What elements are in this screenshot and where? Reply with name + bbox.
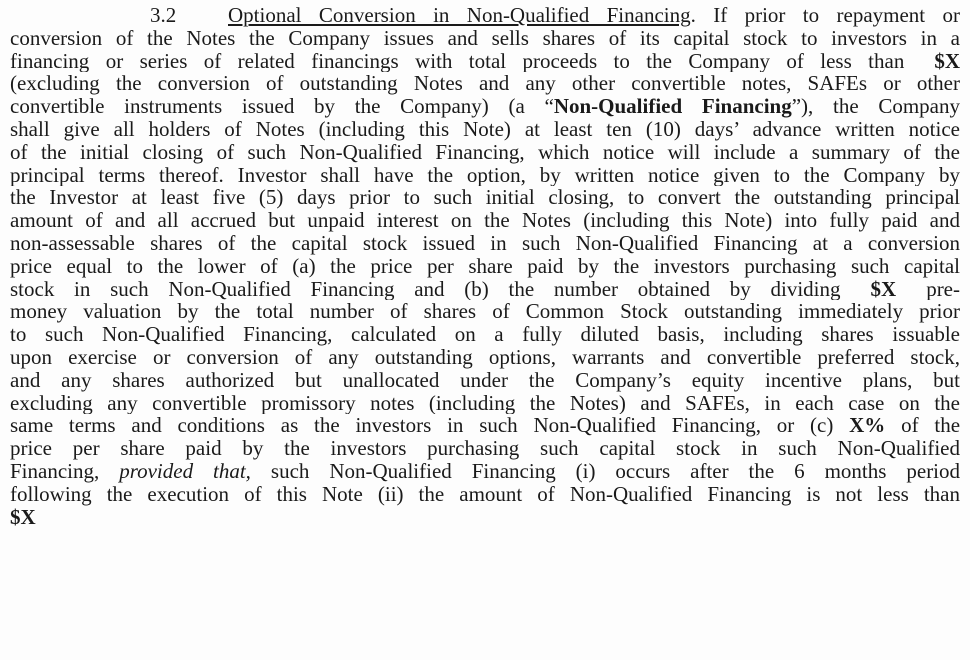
line-text: shall give all holders of Notes (including this Note) at least ten (10) days’ advance written notice (10, 117, 960, 141)
percent-placeholder: X% (849, 414, 886, 438)
line-text: convertible instruments issued by the Company) (a “ (10, 95, 554, 118)
paragraph-line-11 (10, 232, 960, 255)
line-text: money valuation by the total number of shares of Common Stock outstanding immediately prior (10, 300, 960, 324)
paragraph-line-16 (10, 346, 960, 369)
paragraph-line-12 (10, 255, 960, 278)
line-text: pre- (926, 277, 960, 301)
paragraph-line-20 (10, 437, 960, 460)
line-text: following the execution of this Note (ii) the amount of Non-Qualified Financing is not less than (10, 482, 960, 506)
paragraph-line-22 (10, 483, 960, 506)
paragraph-line-19 (10, 414, 960, 437)
section-heading: Optional Conversion in Non-Qualified Financing (228, 4, 691, 27)
line-text: non-assessable shares of the capital stock issued in such Non-Qualified Financing at a conversion (10, 231, 960, 255)
paragraph-line-23 (10, 506, 960, 529)
paragraph-line-1 (10, 4, 960, 27)
paragraph-line-2 (10, 27, 960, 50)
line-text: same terms and conditions as the investors in such Non-Qualified Financing, or (c) (10, 414, 834, 438)
paragraph-line-13 (10, 278, 960, 301)
line-text: and any shares authorized but unallocated under the Company’s equity incentive plans, but (10, 368, 960, 392)
line-text: amount of and all accrued but unpaid interest on the Notes (including this Note) into fully paid and (10, 209, 960, 232)
line-text: stock in such Non-Qualified Financing and (b) the number obtained by dividing (10, 277, 841, 301)
paragraph-line-6 (10, 118, 960, 141)
line-text: Financing, (10, 459, 100, 483)
line-text: conversion of the Notes the Company issues and sells shares of its capital stock to investors in a (10, 26, 960, 50)
line-text: financing or series of related financings with total proceeds to the Company of less than (10, 49, 905, 73)
paragraph-line-5 (10, 95, 960, 118)
proviso-text: provided that, (119, 459, 251, 483)
paragraph-line-21 (10, 460, 960, 483)
line-text: price equal to the lower of (a) the price per share paid by the investors purchasing such capital (10, 254, 960, 278)
paragraph-line-3 (10, 50, 960, 73)
valuation-placeholder: $X (870, 277, 897, 301)
line-text: . If prior to repayment or (690, 4, 960, 27)
amount-placeholder: $X (934, 49, 960, 73)
line-text: of the (901, 414, 960, 438)
line-text: principal terms thereof. Investor shall have the option, by written notice given to the Company by (10, 163, 960, 187)
paragraph-line-18 (10, 392, 960, 415)
line-text: such Non-Qualified Financing (i) occurs after the 6 months period (270, 459, 960, 483)
section-number: 3.2 (150, 4, 177, 27)
line-text: upon exercise or conversion of any outstanding options, warrants and convertible preferred stock, (10, 345, 960, 369)
line-text: price per share paid by the investors purchasing such capital stock in such Non-Qualified (10, 437, 960, 460)
defined-term: Non-Qualified Financing (553, 95, 792, 118)
paragraph-line-7 (10, 141, 960, 164)
paragraph-line-15 (10, 323, 960, 346)
paragraph-line-9 (10, 186, 960, 209)
line-text: to such Non-Qualified Financing, calculated on a fully diluted basis, including shares issuable (10, 323, 960, 346)
paragraph-line-8 (10, 164, 960, 187)
line-text: the Investor at least five (5) days prior to such initial closing, to convert the outstanding principal (10, 186, 960, 210)
paragraph-line-14 (10, 300, 960, 323)
paragraph-line-10 (10, 209, 960, 232)
paragraph-line-4 (10, 72, 960, 95)
paragraph-line-17 (10, 369, 960, 392)
minimum-amount-placeholder: $X (10, 505, 36, 529)
line-text: (excluding the conversion of outstanding Notes and any other convertible notes, SAFEs or other (10, 72, 960, 96)
line-text: excluding any convertible promissory notes (including the Notes) and SAFEs, in each case on the (10, 391, 960, 415)
line-text: ”), the Company (791, 95, 960, 118)
line-text: of the initial closing of such Non-Qualified Financing, which notice will include a summary of the (10, 140, 960, 164)
